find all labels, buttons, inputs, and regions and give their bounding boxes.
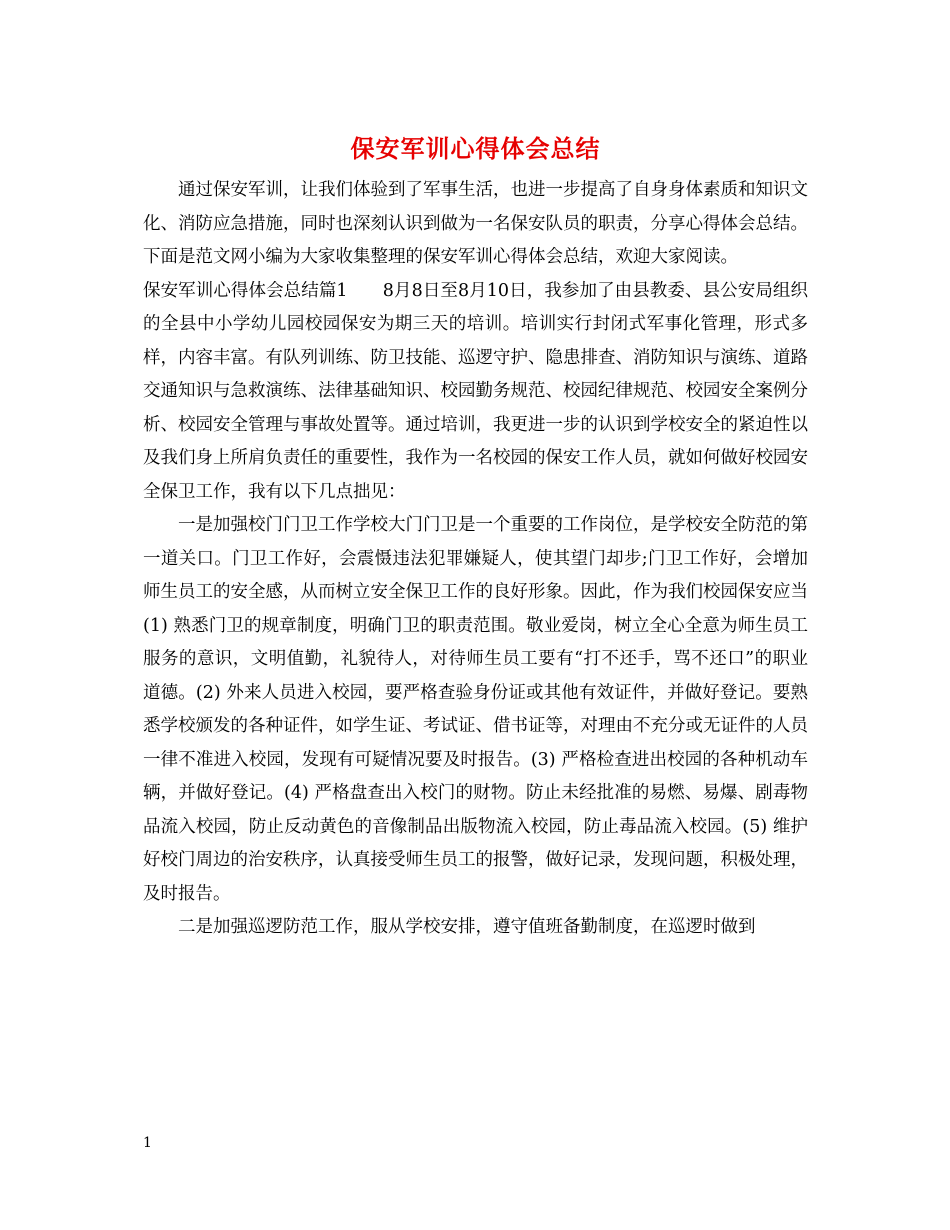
paragraph-intro: 通过保安军训，让我们体验到了军事生活，也进一步提高了自身身体素质和知识文化、消防应急措施，同时也深刻认识到做为一名保安队员的职责，分享心得体会总结。 下面是范文网小编为大家收集整理的保安军训心得体会总结，欢迎大家阅读。 [143,180,808,267]
document-title: 保安军训心得体会总结 [350,134,601,163]
paragraph-point-2: 二是加强巡逻防范工作，服从学校安排，遵守值班备勤制度，在巡逻时做到 [178,917,756,937]
paragraph-article-1: 保安军训心得体会总结篇1 8月8日至8月10日，我参加了由县教委、县公安局组织的全县中小学幼儿园校园保安为期三天的培训。培训实行封闭式军事化管理，形式多样，内容丰富。有队列训练、防卫技能、巡逻守护、隐患排查、消防知识与演练、道路交通知识与急救演练、法律基础知识、校园勤务规范、校园纪律规范、校园安全案例分析、校园安全管理与事故处置等。通过培训，我更进一步的认识到学校安全的紧迫性以及我们身上所肩负责任的重要性，我作为一名校园的保安工作人员，就如何做好校园安全保卫工作，我有以下几点拙见： [143,280,808,502]
page-number: 1 [143,1135,152,1151]
document-body [143,174,808,945]
paragraph-point-1: 一是加强校门门卫工作学校大门门卫是一个重要的工作岗位，是学校安全防范的第一道关口。门卫工作好，会震慑违法犯罪嫌疑人，使其望门却步;门卫工作好，会增加师生员工的安全感，从而树立安全保卫工作的良好形象。因此，作为我们校园保安应当(1) 熟悉门卫的规章制度，明确门卫的职责范围。敬业爱岗，树立全心全意为师生员工服务的意识，文明值勤，礼貌待人，对待师生员工要有“打不还手，骂不还口”的职业道德。(2) 外来人员进入校园，要严格查验身份证或其他有效证件，并做好登记。要熟悉学校颁发的各种证件，如学生证、考试证、借书证等，对理由不充分或无证件的人员一律不准进入校园，发现有可疑情况要及时报告。(3) 严格检查进出校园的各种机动车辆，并做好登记。(4) 严格盘查出入校门的财物。防止未经批准的易燃、易爆、剧毒物品流入校园，防止反动黄色的音像制品出版物流入校园，防止毒品流入校园。(5) 维护好校门周边的治安秩序，认真接受师生员工的报警，做好记录，发现问题，积极处理，及时报告。 [143,515,808,904]
